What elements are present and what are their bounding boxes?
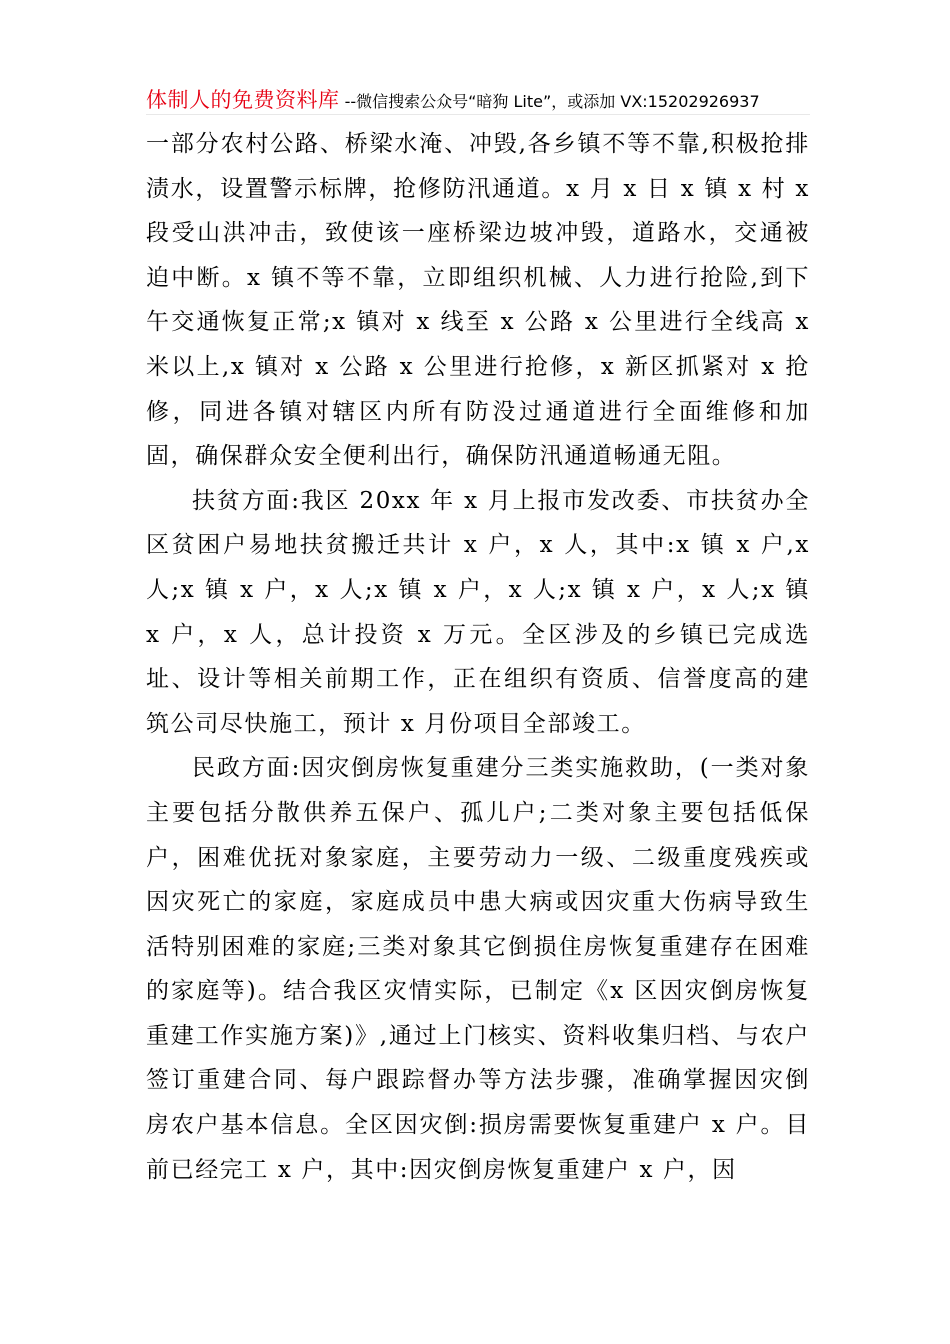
- header-brand: 体制人的免费资料库: [146, 88, 340, 112]
- page-header: [146, 84, 826, 114]
- paragraph-civil-affairs: 民政方面:因灾倒房恢复重建分三类实施救助，(一类对象主要包括分散供养五保户、孤儿户;二类对象主要包括低保户，困难优抚对象家庭，主要劳动力一级、二级重度残疾或因灾死亡的家庭，家庭成员中患大病或因灾重大伤病导致生活特别困难的家庭;三类对象其它倒损住房恢复重建存在困难的家庭等)。结合我区灾情实际，已制定《x 区因灾倒房恢复重建工作实施方案)》,通过上门核实、资料收集归档、与农户签订重建合同、每户跟踪督办等方法步骤，准确掌握因灾倒房农户基本信息。全区因灾倒:损房需要恢复重建户 x 户。目前已经完工 x 户，其中:因灾倒房恢复重建户 x 户，因: [146, 755, 810, 1183]
- header-note: --微信搜索公众号“暗狗 Lite”，或添加 VX:15202926937: [344, 92, 760, 111]
- paragraph-poverty-relief: 扶贫方面:我区 20xx 年 x 月上报市发改委、市扶贫办全区贫困户易地扶贫搬迁共计 x 户，x 人，其中:x 镇 x 户,x 人;x 镇 x 户，x 人;x 镇 x 户，x 人;x 镇 x 户，x 人;x 镇 x 户，x 人，总计投资 x 万元。全区涉及的乡镇已完成选址、设计等相关前期工作，正在组织有资质、信誉度高的建筑公司尽快施工，预计 x 月份项目全部竣工。: [146, 487, 810, 737]
- header-divider: [146, 114, 810, 115]
- document-body: [146, 122, 810, 1192]
- paragraph-roads: 一部分农村公路、桥梁水淹、冲毁,各乡镇不等不靠,积极抢排渍水，设置警示标牌，抢修防汛通道。x 月 x 日 x 镇 x 村 x 段受山洪冲击，致使该一座桥梁边坡冲毁，道路水，交通被迫中断。x 镇不等不靠，立即组织机械、人力进行抢险,到下午交通恢复正常;x 镇对 x 线至 x 公路 x 公里进行全线高 x 米以上,x 镇对 x 公路 x 公里进行抢修，x 新区抓紧对 x 抢修，同进各镇对辖区内所有防没过通道进行全面维修和加固，确保群众安全便利出行，确保防汛通道畅通无阻。: [146, 131, 810, 470]
